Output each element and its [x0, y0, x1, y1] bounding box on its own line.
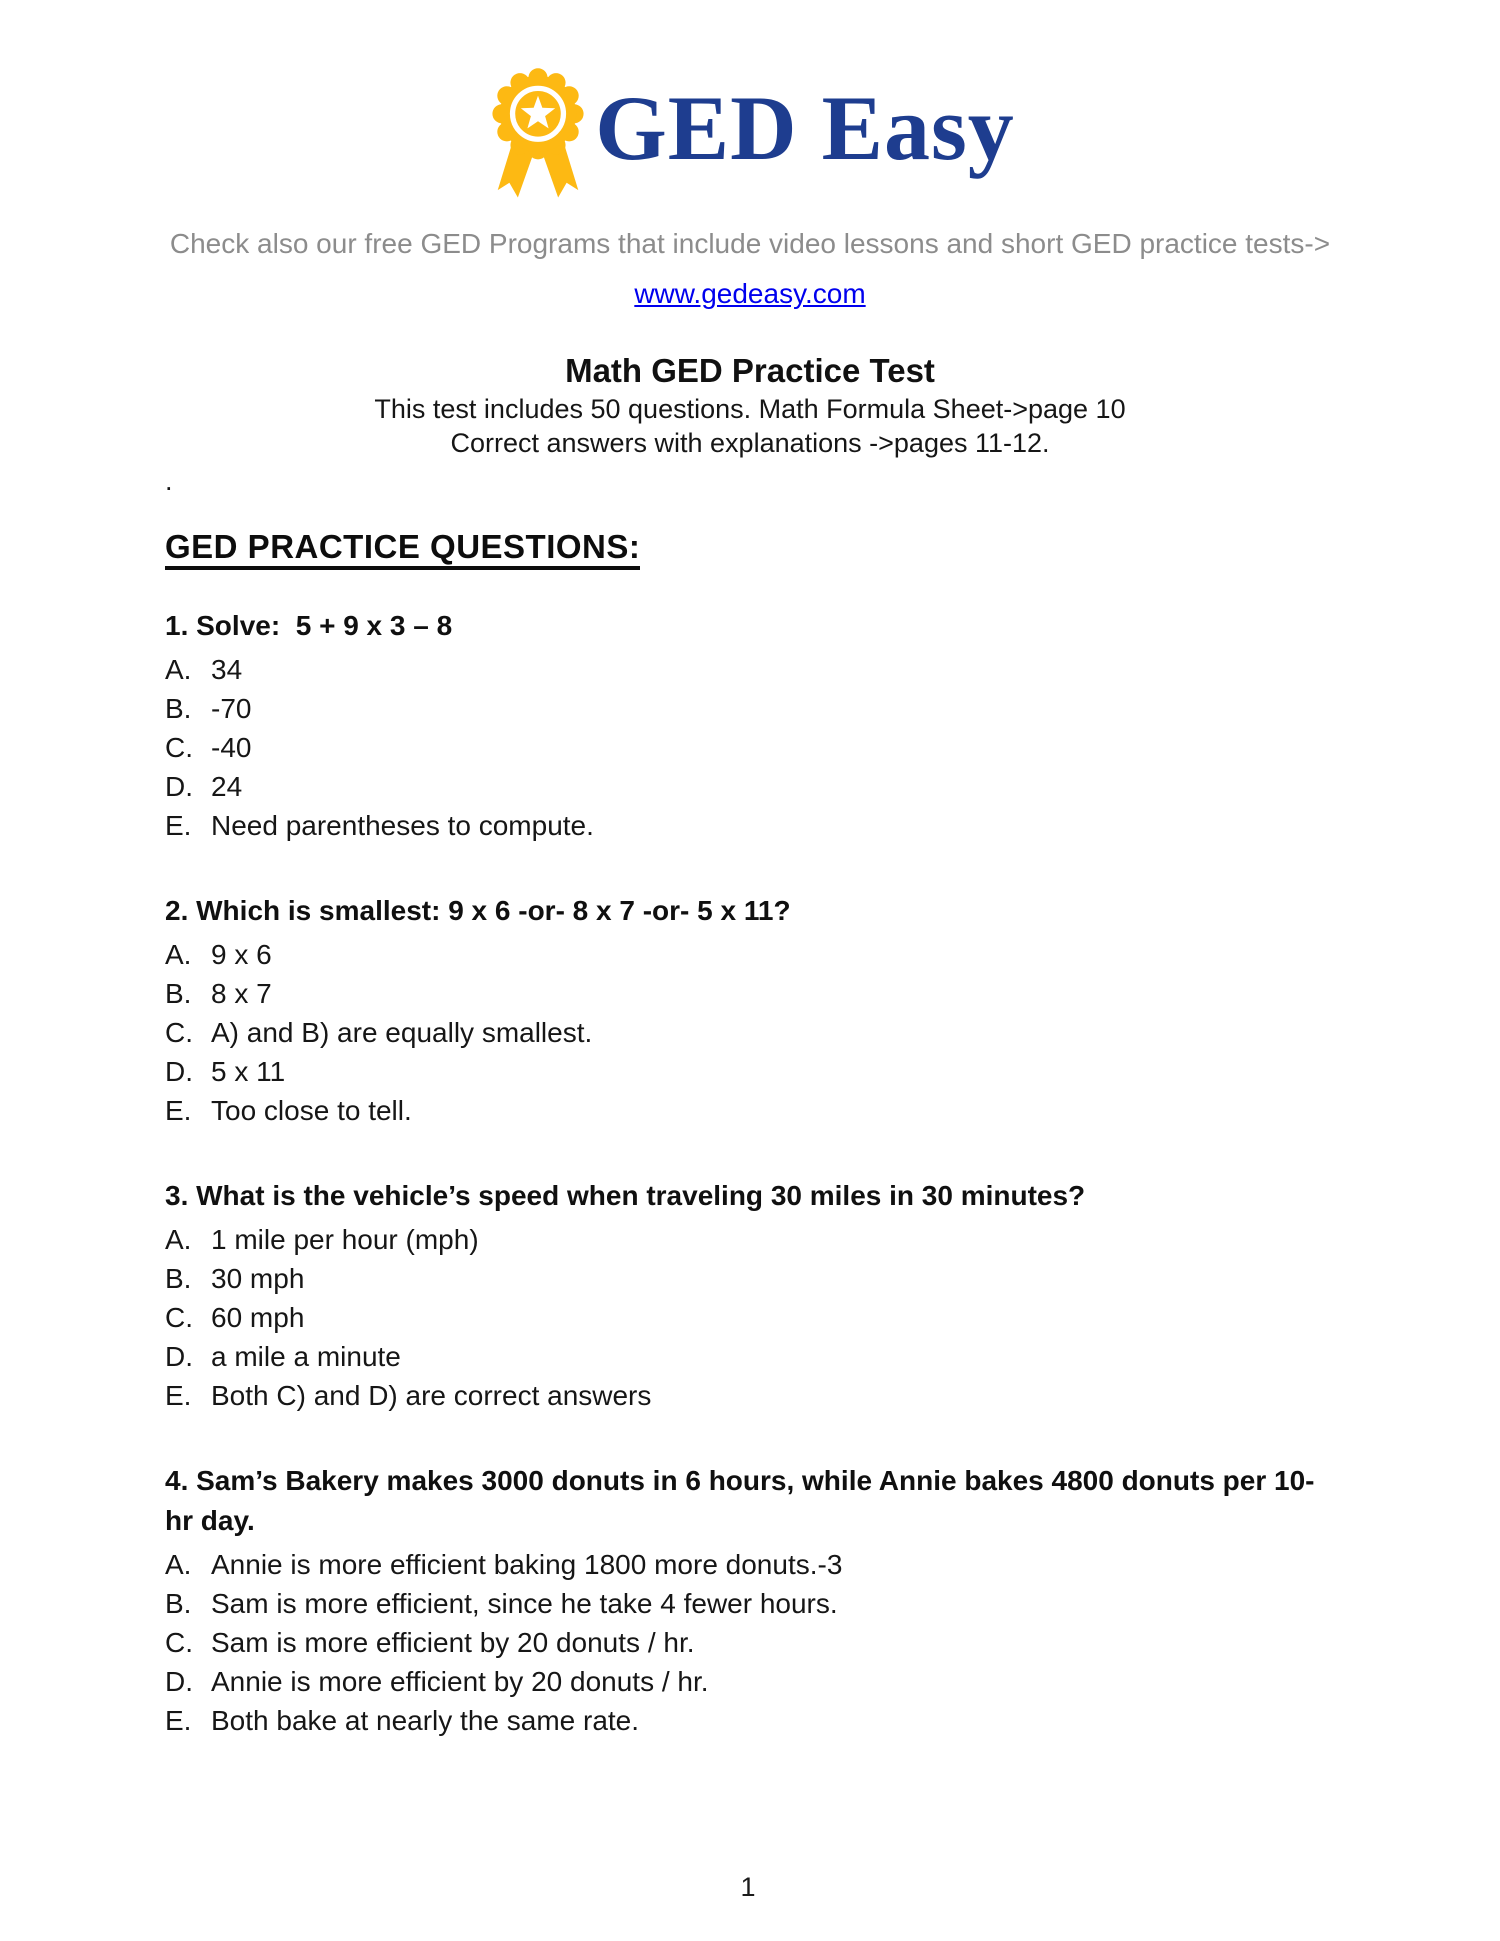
option-letter: C.	[165, 1017, 193, 1048]
page-number: 1	[740, 1872, 756, 1902]
option-row	[165, 1584, 1335, 1623]
option-row	[165, 728, 1335, 767]
option-letter: B.	[165, 693, 192, 724]
option-text: -70	[211, 693, 252, 724]
question-prompt: 4. Sam’s Bakery makes 3000 donuts in 6 hours, while Annie bakes 4800 donuts per 10-hr day.	[165, 1465, 1315, 1536]
option-letter: E.	[165, 1705, 192, 1736]
option-letter: B.	[165, 978, 192, 1009]
option-row	[165, 1298, 1335, 1337]
option-letter: E.	[165, 1380, 192, 1411]
option-letter: B.	[165, 1263, 192, 1294]
option-row	[165, 689, 1335, 728]
option-text: Annie is more efficient by 20 donuts / hr.	[211, 1666, 709, 1697]
option-text: 8 x 7	[211, 978, 272, 1009]
option-row	[165, 1545, 1335, 1584]
title-subline-2: Correct answers with explanations ->pages 11-12.	[450, 428, 1050, 458]
option-row	[165, 767, 1335, 806]
question-2	[165, 891, 1335, 1130]
option-text: 30 mph	[211, 1263, 305, 1294]
option-text: a mile a minute	[211, 1341, 401, 1372]
section-heading	[165, 526, 1335, 568]
option-letter: E.	[165, 810, 192, 841]
option-text: 60 mph	[211, 1302, 305, 1333]
section-heading-text: GED PRACTICE QUESTIONS:	[165, 528, 640, 570]
option-text: Sam is more efficient by 20 donuts / hr.	[211, 1627, 695, 1658]
option-letter: A.	[165, 1549, 192, 1580]
option-row	[165, 1013, 1335, 1052]
stray-period: .	[165, 466, 173, 496]
option-letter: C.	[165, 1627, 193, 1658]
option-row	[165, 935, 1335, 974]
link-line	[165, 276, 1335, 312]
option-text: -40	[211, 732, 252, 763]
question-prompt: 1. Solve: 5 + 9 x 3 – 8	[165, 610, 453, 641]
option-row	[165, 806, 1335, 845]
option-letter: D.	[165, 1341, 193, 1372]
option-letter: D.	[165, 1056, 193, 1087]
option-letter: A.	[165, 654, 192, 685]
award-badge-icon	[485, 64, 591, 206]
question-4	[165, 1461, 1335, 1740]
logo	[165, 60, 1335, 210]
option-text: Both bake at nearly the same rate.	[211, 1705, 640, 1736]
question-prompt: 3. What is the vehicle’s speed when traveling 30 miles in 30 minutes?	[165, 1180, 1086, 1211]
logo-wordmark: GED Easy	[595, 77, 1015, 179]
question-3	[165, 1176, 1335, 1415]
website-link[interactable]: www.gedeasy.com	[634, 278, 866, 309]
option-row	[165, 650, 1335, 689]
option-letter: D.	[165, 1666, 193, 1697]
option-letter: E.	[165, 1095, 192, 1126]
option-text: 24	[211, 771, 243, 802]
page-title: Math GED Practice Test	[565, 352, 935, 389]
option-text: Annie is more efficient baking 1800 more donuts.-3	[211, 1549, 843, 1580]
option-text: A) and B) are equally smallest.	[211, 1017, 593, 1048]
option-row	[165, 1337, 1335, 1376]
option-row	[165, 1376, 1335, 1415]
option-row	[165, 1623, 1335, 1662]
option-letter: C.	[165, 732, 193, 763]
option-text: Sam is more efficient, since he take 4 fewer hours.	[211, 1588, 838, 1619]
option-text: 9 x 6	[211, 939, 272, 970]
option-letter: B.	[165, 1588, 192, 1619]
option-row	[165, 1052, 1335, 1091]
question-prompt: 2. Which is smallest: 9 x 6 -or- 8 x 7 -or- 5 x 11?	[165, 895, 791, 926]
question-1	[165, 606, 1335, 845]
option-letter: A.	[165, 1224, 192, 1255]
option-text: 34	[211, 654, 243, 685]
option-text: Too close to tell.	[211, 1095, 412, 1126]
option-row	[165, 1259, 1335, 1298]
option-row	[165, 1091, 1335, 1130]
title-subline-1: This test includes 50 questions. Math Formula Sheet->page 10	[374, 394, 1126, 424]
option-row	[165, 1701, 1335, 1740]
option-letter: C.	[165, 1302, 193, 1333]
promo-text: Check also our free GED Programs that include video lessons and short GED practice tests->	[169, 228, 1331, 259]
option-text: 5 x 11	[211, 1056, 286, 1087]
option-row	[165, 1662, 1335, 1701]
option-letter: D.	[165, 771, 193, 802]
option-row	[165, 1220, 1335, 1259]
option-row	[165, 974, 1335, 1013]
option-text: 1 mile per hour (mph)	[211, 1224, 479, 1255]
option-text: Both C) and D) are correct answers	[211, 1380, 652, 1411]
option-text: Need parentheses to compute.	[211, 810, 594, 841]
option-letter: A.	[165, 939, 192, 970]
